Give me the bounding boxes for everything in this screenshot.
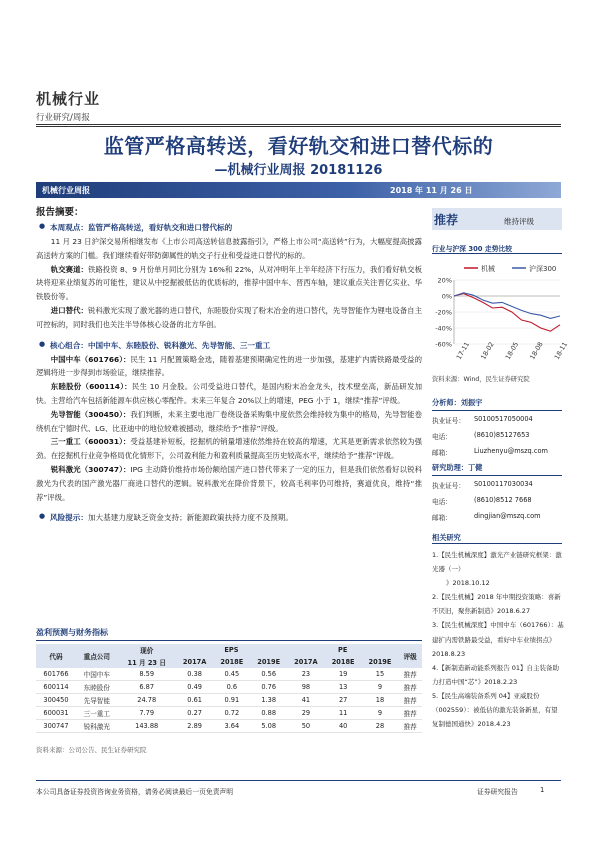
related-divider (432, 543, 562, 544)
paragraph-text: 锐科激光实现了激光器的进口替代，东睦股份实现了粉末冶金的进口替代，先导智能作为锂电设备自主可控标的，同时我们也关注半导体核心设备的北方华创。 (36, 305, 422, 329)
contact-value: dingjian@mszq.com (474, 512, 541, 520)
keyword: 东睦股份（600114）： (50, 382, 132, 392)
table-cell-p2: 27 (325, 694, 362, 707)
x-tick-label: 17-11 (454, 340, 472, 361)
industry-name: 机械行业 (36, 90, 101, 108)
table-cell-e3: 0.56 (250, 668, 287, 681)
contact-value: (8610)85127653 (474, 431, 530, 439)
table-cell-e3: 0.76 (250, 681, 287, 694)
paragraph-text: IPG 主动降价维持市场份额给国产进口替代带来了一定的压力，但是我们依然看好以锐科激光为代表的国产激光器厂商进口替代的逻辑。锐科激光在降价背景下，较高毛利率仍可维持，赛道优良，维持“推荐”评级。 (36, 464, 423, 502)
table-cell-e1: 0.49 (176, 681, 214, 694)
bullet-core-portfolio: ● 核心组合：中国中车、东睦股份、锐科激光、先导智能、三一重工 (36, 340, 422, 351)
table-cell-p2: 11 (325, 707, 362, 720)
table-cell-code: 600031 (36, 707, 76, 720)
related-item[interactable]: 3.【民生机械深度】中国中车（601766）：基建扩内需铁路最受益，看好中车业绩拐点》2018.8.23 (432, 621, 564, 658)
band-date: 2018 年 11 月 26 日 (390, 186, 473, 195)
table-cell-price: 143.88 (118, 720, 176, 733)
paragraph-text: 受益基建补短板，挖掘机的销量增速依然维持在较高的增速，尤其是更新需求依然较为强劲。在挖掘机行业竞争格局优化情形下，公司盈利能力和盈利质量提高至历史较高水平，继续给予“推荐”评级。 (36, 437, 423, 461)
x-tick-label: 18-08 (528, 340, 545, 361)
analyst-block (432, 398, 562, 528)
keyword: 三一重工（600031）： (50, 437, 131, 447)
contact-key: 电话： (432, 433, 452, 441)
y-tick-label: 0% (441, 292, 452, 301)
keyword: 进口替代： (50, 305, 88, 315)
table-cell-rating: 推荐 (398, 694, 422, 707)
table-cell-p2: 19 (325, 668, 362, 681)
table-cell-p3: 15 (362, 668, 399, 681)
y-tick-label: 20% (437, 276, 452, 285)
table-cell-p1: 50 (287, 720, 325, 733)
contact-row (432, 480, 562, 490)
table-cell-code: 600114 (36, 681, 76, 694)
analyst-rows (432, 415, 562, 457)
table-row (36, 694, 422, 707)
table-cell-price: 6.87 (118, 681, 176, 694)
paragraph-text: 民生 11 月配置策略金选，随着基建预期确定性的进一步加强，基建扩内需铁路最受益的逻辑将进一步得到市场验证，继续推荐。 (36, 354, 422, 378)
contact-value: S0100117030034 (474, 480, 533, 488)
contact-row (432, 431, 562, 441)
table-cell-rating: 推荐 (398, 707, 422, 720)
related-item[interactable]: 5.【民生高端装备系列 04】亚威股份（002559）：被低估的激光装备新星，有望复制德国通快》2018.4.23 (432, 691, 558, 729)
y-tick-label: -40% (435, 324, 452, 333)
table-row (36, 681, 422, 694)
related-item[interactable]: 2.【民生机械】2018 年中期投资策略：喜新不厌旧，聚焦新制造》2018.6.27 (432, 593, 561, 616)
keyword: 中国中车（601766）： (50, 354, 131, 364)
contact-key: 邮箱： (432, 514, 452, 522)
related-item[interactable]: 4.【新制造新动能系列报告 01】自主装备助力打造中国“芯”》2018.2.23 (432, 663, 560, 686)
contact-row (432, 447, 562, 457)
col-price-date: 11 月 23 日 (118, 656, 176, 668)
contact-key: 电话： (432, 498, 452, 506)
contact-value: Liuzhenyu@mszq.com (474, 447, 548, 455)
col-pe: PE (287, 644, 398, 656)
col-eps: EPS (176, 644, 287, 656)
rating-value: 维持评级 (504, 217, 534, 226)
table-cell-rating: 推荐 (398, 681, 422, 694)
financial-table-body (36, 668, 422, 733)
table-cell-name: 先导智能 (76, 694, 118, 707)
table-cell-name: 中国中车 (76, 668, 118, 681)
table-cell-e2: 0.72 (213, 707, 250, 720)
table-cell-e1: 0.61 (176, 694, 214, 707)
x-tick-label: 18-02 (479, 340, 496, 361)
col-price: 现价 (118, 644, 176, 656)
summary-heading: 报告摘要： (36, 207, 84, 218)
series-line (454, 294, 560, 332)
chart-source: 资料来源：Wind，民生证券研究院 (432, 376, 530, 383)
table-cell-name: 东睦股份 (76, 681, 118, 694)
y-tick-label: -20% (435, 308, 452, 317)
rating-label: 推荐 (434, 213, 459, 227)
table-cell-e3: 0.88 (250, 707, 287, 720)
chart-divider (432, 253, 562, 254)
paragraph (36, 263, 422, 304)
table-cell-e1: 0.27 (176, 707, 214, 720)
x-tick-label: 18-11 (552, 340, 570, 361)
keyword: 先导智能（300450）： (50, 409, 131, 419)
band-report-name: 机械行业周报 (42, 186, 90, 195)
col-rating: 评级 (398, 644, 422, 668)
table-cell-p1: 29 (287, 707, 325, 720)
contact-key: 执业证号： (432, 417, 465, 425)
contact-row (432, 496, 562, 506)
table-cell-name: 三一重工 (76, 707, 118, 720)
contact-row (432, 512, 562, 522)
table-cell-code: 601766 (36, 668, 76, 681)
summary-section (36, 204, 422, 525)
table-cell-price: 7.79 (118, 707, 176, 720)
table-cell-p1: 41 (287, 694, 325, 707)
table-cell-e2: 0.91 (213, 694, 250, 707)
col-code: 代码 (36, 644, 76, 668)
paragraph (36, 463, 422, 504)
risk-label: 风险提示： (50, 513, 88, 523)
table-cell-e2: 0.6 (213, 681, 250, 694)
report-subtitle: —机械行业周报 20181126 (214, 163, 383, 178)
y-tick-label: -60% (435, 340, 452, 349)
col-year: 2018E (213, 656, 250, 668)
contact-value: S0100517050004 (474, 415, 533, 423)
table-cell-rating: 推荐 (398, 720, 422, 733)
contact-row (432, 415, 562, 425)
table-row (36, 720, 422, 733)
header-divider (36, 124, 561, 125)
paragraph (36, 353, 422, 381)
legend-label: 机械 (481, 265, 495, 273)
financial-divider (36, 640, 422, 641)
table-cell-p3: 18 (362, 694, 399, 707)
performance-chart (432, 256, 570, 372)
table-cell-p2: 40 (325, 720, 362, 733)
contact-value: (8610)8512 7668 (474, 496, 532, 504)
paragraph (36, 408, 422, 436)
table-cell-e3: 1.38 (250, 694, 287, 707)
title-band (36, 182, 561, 198)
related-item-date: 》2018.10.12 (446, 579, 490, 588)
paragraph (36, 380, 422, 408)
footer-divider (36, 780, 561, 781)
table-cell-p1: 23 (287, 668, 325, 681)
table-cell-p3: 28 (362, 720, 399, 733)
contact-key: 邮箱： (432, 449, 452, 457)
col-year: 2017A (287, 656, 325, 668)
footer-org: 证券研究报告 (477, 788, 518, 796)
col-year: 2017A (176, 656, 214, 668)
table-cell-p1: 98 (287, 681, 325, 694)
col-year: 2018E (325, 656, 362, 668)
analyst-title: 分析师：刘振宇 (432, 398, 483, 407)
report-title: 监管严格高转送，看好轨交和进口替代标的 (103, 134, 494, 158)
col-company: 重点公司 (76, 644, 118, 668)
table-cell-rating: 推荐 (398, 668, 422, 681)
table-cell-price: 24.78 (118, 694, 176, 707)
paragraph (36, 304, 422, 332)
table-cell-e3: 5.08 (250, 720, 287, 733)
related-title: 相关研究 (432, 533, 461, 542)
col-year: 2019E (250, 656, 287, 668)
table-cell-code: 300450 (36, 694, 76, 707)
financial-table (36, 644, 422, 733)
financial-title: 盈利预测与财务指标 (36, 628, 108, 637)
financial-source: 资料来源：公司公告、民生证券研究院 (36, 746, 147, 754)
risk-text: 加大基建力度缺乏资金支持；新能源政策扶持力度不及预期。 (87, 513, 293, 523)
table-cell-price: 8.59 (118, 668, 176, 681)
paragraph-text: 民生 10 月金股。公司受益进口替代，是国内粉末冶金龙头，技术壁垒高，新品研发加快。主营给汽车包括新能源车供应核心零配件。未来三年复合 20%以上的增速，PEG 小于 1，继续“推荐”评级。 (36, 382, 423, 405)
table-cell-e1: 2.89 (176, 720, 214, 733)
legend-label: 沪深300 (529, 265, 557, 273)
page-number: 1 (540, 786, 545, 794)
table-cell-e1: 0.38 (176, 668, 214, 681)
assistant-rows (432, 480, 562, 522)
table-cell-code: 300747 (36, 720, 76, 733)
analyst-divider (432, 410, 562, 411)
keyword: 锐科激光（300747）： (50, 464, 131, 474)
related-list (432, 548, 564, 731)
related-item[interactable]: 1.【民生机械深度】激光产业链研究框架：激光器（一） (432, 551, 562, 574)
table-cell-p3: 9 (362, 681, 399, 694)
bullet-weekly-view: ● 本周观点：监管严格高转送，看好轨交和进口替代标的 (36, 222, 422, 233)
table-row (36, 668, 422, 681)
table-cell-e2: 0.45 (213, 668, 250, 681)
keyword: 轨交赛道： (50, 264, 88, 274)
table-cell-p2: 13 (325, 681, 362, 694)
paragraph-text: 铁路投资 8、9 月份单月同比分别为 16%和 22%，从对冲明年上半年经济下行压力，我们看好轨交板块将迎来业绩复苏的可能性，建议从中挖掘被低估的优质标的，推荐中国中车、晋西车轴，建议重点关注晋亿实业、华铁股份等。 (36, 264, 422, 302)
x-tick-label: 18-05 (503, 340, 521, 361)
bullet-risk (36, 512, 422, 523)
paragraph: 11 月 23 日沪深交易所相继发布《上市公司高送转信息披露指引》，严格上市公司“高送转”行为，大幅度提高披露高送转方案的门槛。我们继续看好带防御属性的轨交子行业和受益进口替代的标的。 (36, 237, 422, 260)
header-divider-2 (36, 126, 561, 127)
paragraph (36, 435, 422, 463)
report-type: 行业研究/周报 (36, 113, 90, 123)
table-row (36, 707, 422, 720)
footer-disclaimer: 本公司具备证券投资咨询业务资格，请务必阅读最后一页免责声明 (36, 788, 234, 796)
assistant-title: 研究助理：丁健 (432, 463, 483, 472)
chart-title: 行业与沪深 300 走势比较 (432, 245, 513, 253)
contact-key: 执业证号： (432, 482, 465, 490)
table-cell-p3: 9 (362, 707, 399, 720)
col-year: 2019E (362, 656, 399, 668)
assistant-divider (432, 475, 562, 476)
table-cell-e2: 3.64 (213, 720, 250, 733)
table-cell-name: 锐科激光 (76, 720, 118, 733)
paragraph-text: 我们判断，未来主要电池厂卷绕设备采购集中度依然会维持较为集中的格局，先导智能卷绕机在宁德时代、LG、比亚迪中的地位较难被撼动，继续给予“推荐”评级。 (36, 409, 423, 433)
